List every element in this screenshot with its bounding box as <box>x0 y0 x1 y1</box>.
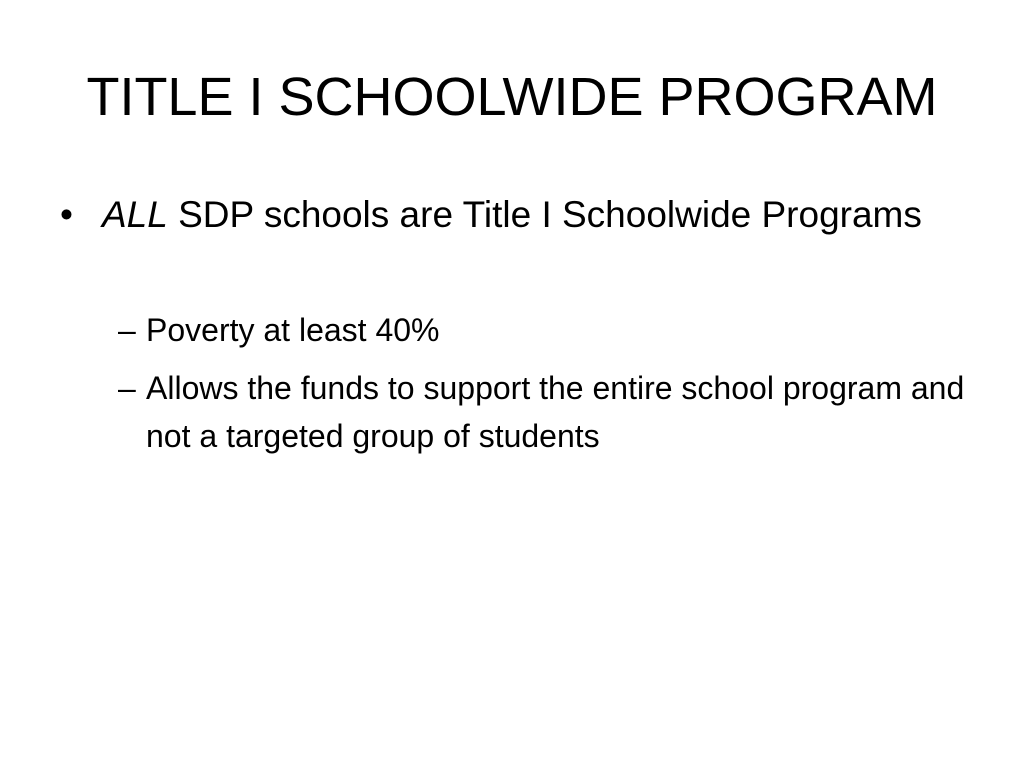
slide-title: TITLE I SCHOOLWIDE PROGRAM <box>86 67 938 127</box>
bullet-text <box>102 188 940 242</box>
sub-bullet-item <box>118 306 978 354</box>
sub-bullet-text: Poverty at least 40% <box>146 312 440 348</box>
bullet-marker: • <box>60 194 73 235</box>
bullet-item <box>60 188 940 242</box>
sub-bullet-item <box>118 364 978 460</box>
sub-bullet-text: Allows the funds to support the entire school program and not a targeted group of students <box>146 370 965 454</box>
sub-bullet-marker: – <box>118 370 136 406</box>
bullet-emphasis: ALL <box>102 194 168 235</box>
sub-bullet-marker: – <box>118 312 136 348</box>
bullet-body: SDP schools are Title I Schoolwide Programs <box>167 194 922 235</box>
